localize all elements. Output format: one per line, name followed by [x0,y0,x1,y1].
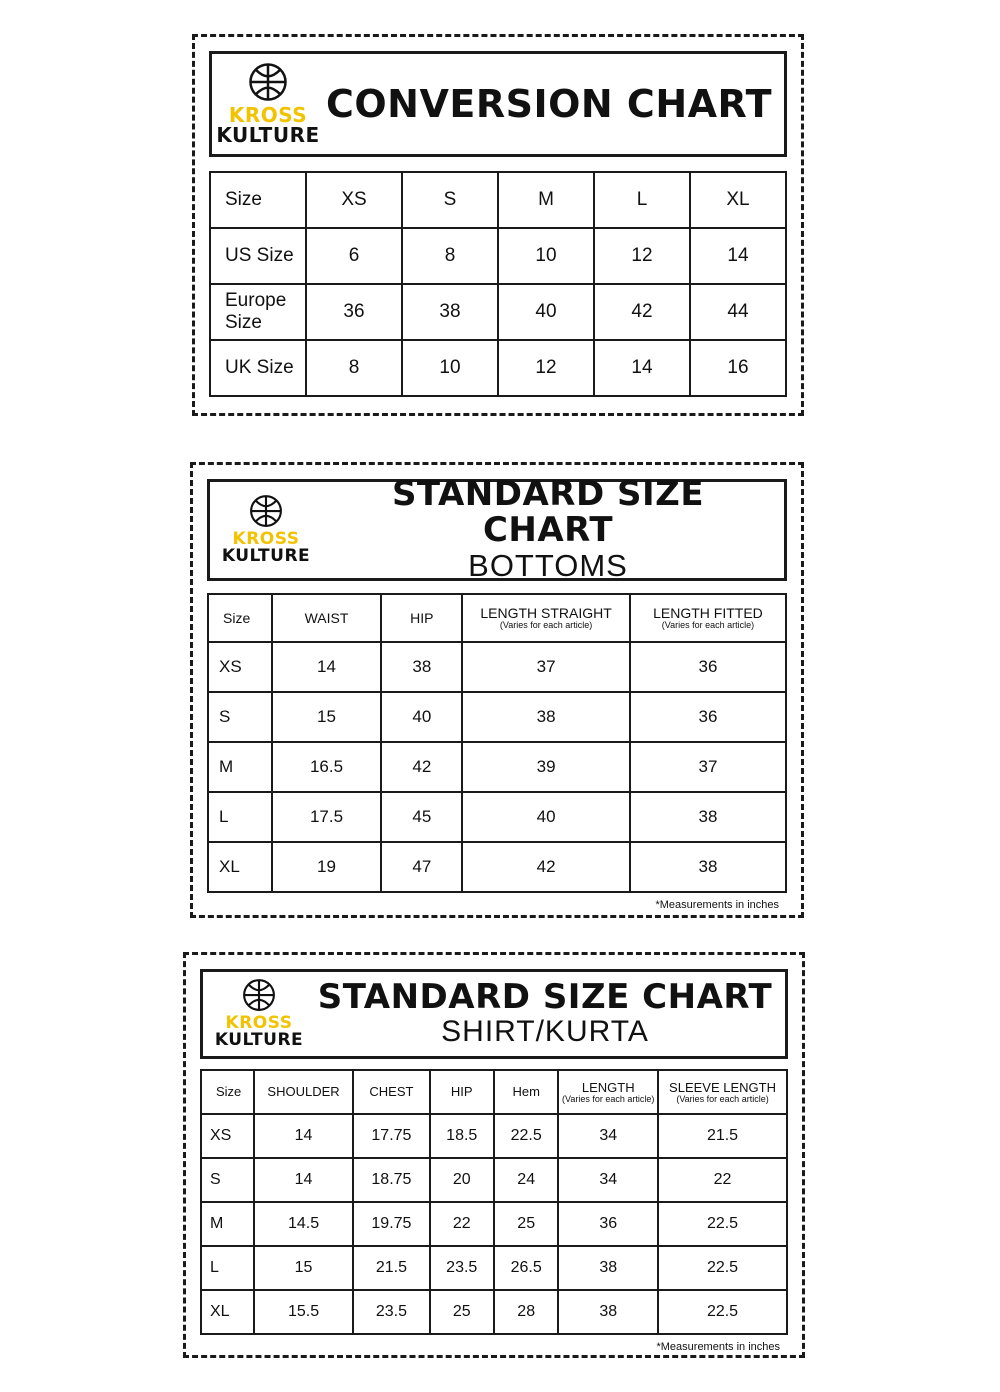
brand-logo [212,56,324,152]
header-text: LENGTH FITTED [653,605,763,622]
header-cell-size: Size [210,172,306,228]
cell: 12 [594,228,690,284]
cell: 38 [402,284,498,340]
basketball-icon [242,978,276,1012]
cell: 22 [658,1158,787,1202]
row-label: S [201,1158,254,1202]
shirt-chart-title: STANDARD SIZE CHART [317,976,773,1017]
cell: 36 [630,642,786,692]
cell: 42 [594,284,690,340]
header-titles [324,82,784,126]
card-inner [207,474,787,911]
header-cell-s: S [402,172,498,228]
brand-name-line2: KULTURE [216,123,320,147]
cell: 38 [630,842,786,892]
cell: 15 [254,1246,354,1290]
cell: 38 [462,692,630,742]
row-label: M [201,1202,254,1246]
table-row [210,340,786,396]
bottoms-chart-header [207,474,787,583]
header-subtext: (Varies for each article) [676,1093,769,1104]
cell: 24 [494,1158,558,1202]
table-row [208,642,786,692]
bottoms-chart-title: STANDARD SIZE CHART [391,474,705,550]
bottoms-footnote: *Measurements in inches [655,899,779,911]
conversion-chart-header [209,51,787,157]
header-text: LENGTH [581,1079,635,1095]
table-row [201,1114,787,1158]
brand-name-line1: KROSS [225,1013,293,1033]
table-row [201,1202,787,1246]
cell: 18.75 [353,1158,429,1202]
cell: 12 [498,340,594,396]
cell: 28 [494,1290,558,1334]
card-inner [209,51,787,399]
header-subtext: (Varies for each article) [661,620,755,631]
header-cell-hem: Hem [494,1070,558,1114]
cell: 22.5 [658,1246,787,1290]
cell: 40 [498,284,594,340]
cell: 36 [630,692,786,742]
cell: 19 [272,842,382,892]
header-cell-size: Size [208,594,272,642]
cell: 16.5 [272,742,382,792]
shirt-kurta-size-chart-card [183,952,805,1358]
cell: 20 [430,1158,494,1202]
basketball-icon [248,62,288,102]
cell: 22.5 [658,1290,787,1334]
shirt-kurta-table [200,1069,788,1335]
cell: 37 [462,642,630,692]
header-subtext: (Varies for each article) [562,1093,655,1104]
bottoms-chart-subtitle: BOTTOMS [468,547,628,583]
cell: 38 [381,642,462,692]
cell: 40 [462,792,630,842]
cell: 38 [558,1290,658,1334]
table-row [201,1158,787,1202]
cell: 10 [498,228,594,284]
header-cell-waist: WAIST [272,594,382,642]
row-label: S [208,692,272,742]
table-row [201,1246,787,1290]
cell: 17.5 [272,792,382,842]
cell: 36 [558,1202,658,1246]
conversion-chart-title: CONVERSION CHART [325,82,773,126]
cell: 17.75 [353,1114,429,1158]
header-text: LENGTH STRAIGHT [480,605,612,622]
bottoms-table [207,593,787,893]
row-label: XL [201,1290,254,1334]
row-label: XL [208,842,272,892]
conversion-chart-card [192,34,804,416]
cell: 6 [306,228,402,284]
cell: 22 [430,1202,494,1246]
header-cell-length-straight [462,594,630,642]
brand-name-line1: KROSS [232,529,300,550]
header-cell-xs: XS [306,172,402,228]
cell: 22.5 [494,1114,558,1158]
header-cell-chest: CHEST [353,1070,429,1114]
cell: 19.75 [353,1202,429,1246]
row-label: L [208,792,272,842]
cell: 18.5 [430,1114,494,1158]
cell: 14.5 [254,1202,354,1246]
cell: 37 [630,742,786,792]
brand-name-line2: KULTURE [214,1030,304,1050]
shirt-chart-subtitle: SHIRT/KURTA [441,1015,649,1049]
cell: 38 [558,1246,658,1290]
cell: 34 [558,1158,658,1202]
cell: 21.5 [658,1114,787,1158]
header-titles [322,474,784,583]
brand-logo [210,488,322,572]
cell: 38 [630,792,786,842]
row-label: XS [201,1114,254,1158]
shirt-footnote: *Measurements in inches [656,1340,780,1353]
cell: 14 [272,642,382,692]
row-label: UK Size [210,340,306,396]
table-row [208,842,786,892]
cell: 39 [462,742,630,792]
cell: 8 [306,340,402,396]
header-cell-sleeve-length [658,1070,787,1114]
header-cell-length [558,1070,658,1114]
cell: 21.5 [353,1246,429,1290]
cell: 14 [254,1158,354,1202]
table-row [208,692,786,742]
cell: 42 [381,742,462,792]
cell: 44 [690,284,786,340]
table-header-row [201,1070,787,1114]
header-cell-xl: XL [690,172,786,228]
cell: 8 [402,228,498,284]
header-cell-l: L [594,172,690,228]
header-cell-hip: HIP [381,594,462,642]
table-header-row [208,594,786,642]
header-titles [315,976,785,1049]
cell: 25 [494,1202,558,1246]
cell: 15 [272,692,382,742]
header-cell-length-fitted [630,594,786,642]
row-label: US Size [210,228,306,284]
cell: 14 [690,228,786,284]
cell: 47 [381,842,462,892]
bottoms-size-chart-card [190,462,804,918]
cell: 25 [430,1290,494,1334]
cell: 40 [381,692,462,742]
cell: 23.5 [430,1246,494,1290]
brand-name-line2: KULTURE [221,546,311,567]
header-cell-shoulder: SHOULDER [254,1070,354,1114]
card-inner [200,969,788,1353]
table-row [208,742,786,792]
header-cell-hip: HIP [430,1070,494,1114]
header-cell-size: Size [201,1070,254,1114]
table-header-row [210,172,786,228]
shirt-chart-header [200,969,788,1059]
cell: 14 [594,340,690,396]
brand-logo [203,972,315,1056]
table-row [201,1290,787,1334]
cell: 26.5 [494,1246,558,1290]
header-subtext: (Varies for each article) [499,620,593,631]
conversion-table [209,171,787,397]
table-row [208,792,786,842]
cell: 16 [690,340,786,396]
cell: 34 [558,1114,658,1158]
cell: 23.5 [353,1290,429,1334]
header-cell-m: M [498,172,594,228]
header-text: SLEEVE LENGTH [669,1079,776,1095]
cell: 14 [254,1114,354,1158]
cell: 22.5 [658,1202,787,1246]
basketball-icon [249,494,283,528]
row-label: Europe Size [210,284,306,340]
cell: 10 [402,340,498,396]
row-label: L [201,1246,254,1290]
brand-name-line1: KROSS [228,103,308,127]
cell: 42 [462,842,630,892]
row-label: XS [208,642,272,692]
cell: 15.5 [254,1290,354,1334]
cell: 45 [381,792,462,842]
table-row [210,228,786,284]
row-label: M [208,742,272,792]
table-row [210,284,786,340]
cell: 36 [306,284,402,340]
